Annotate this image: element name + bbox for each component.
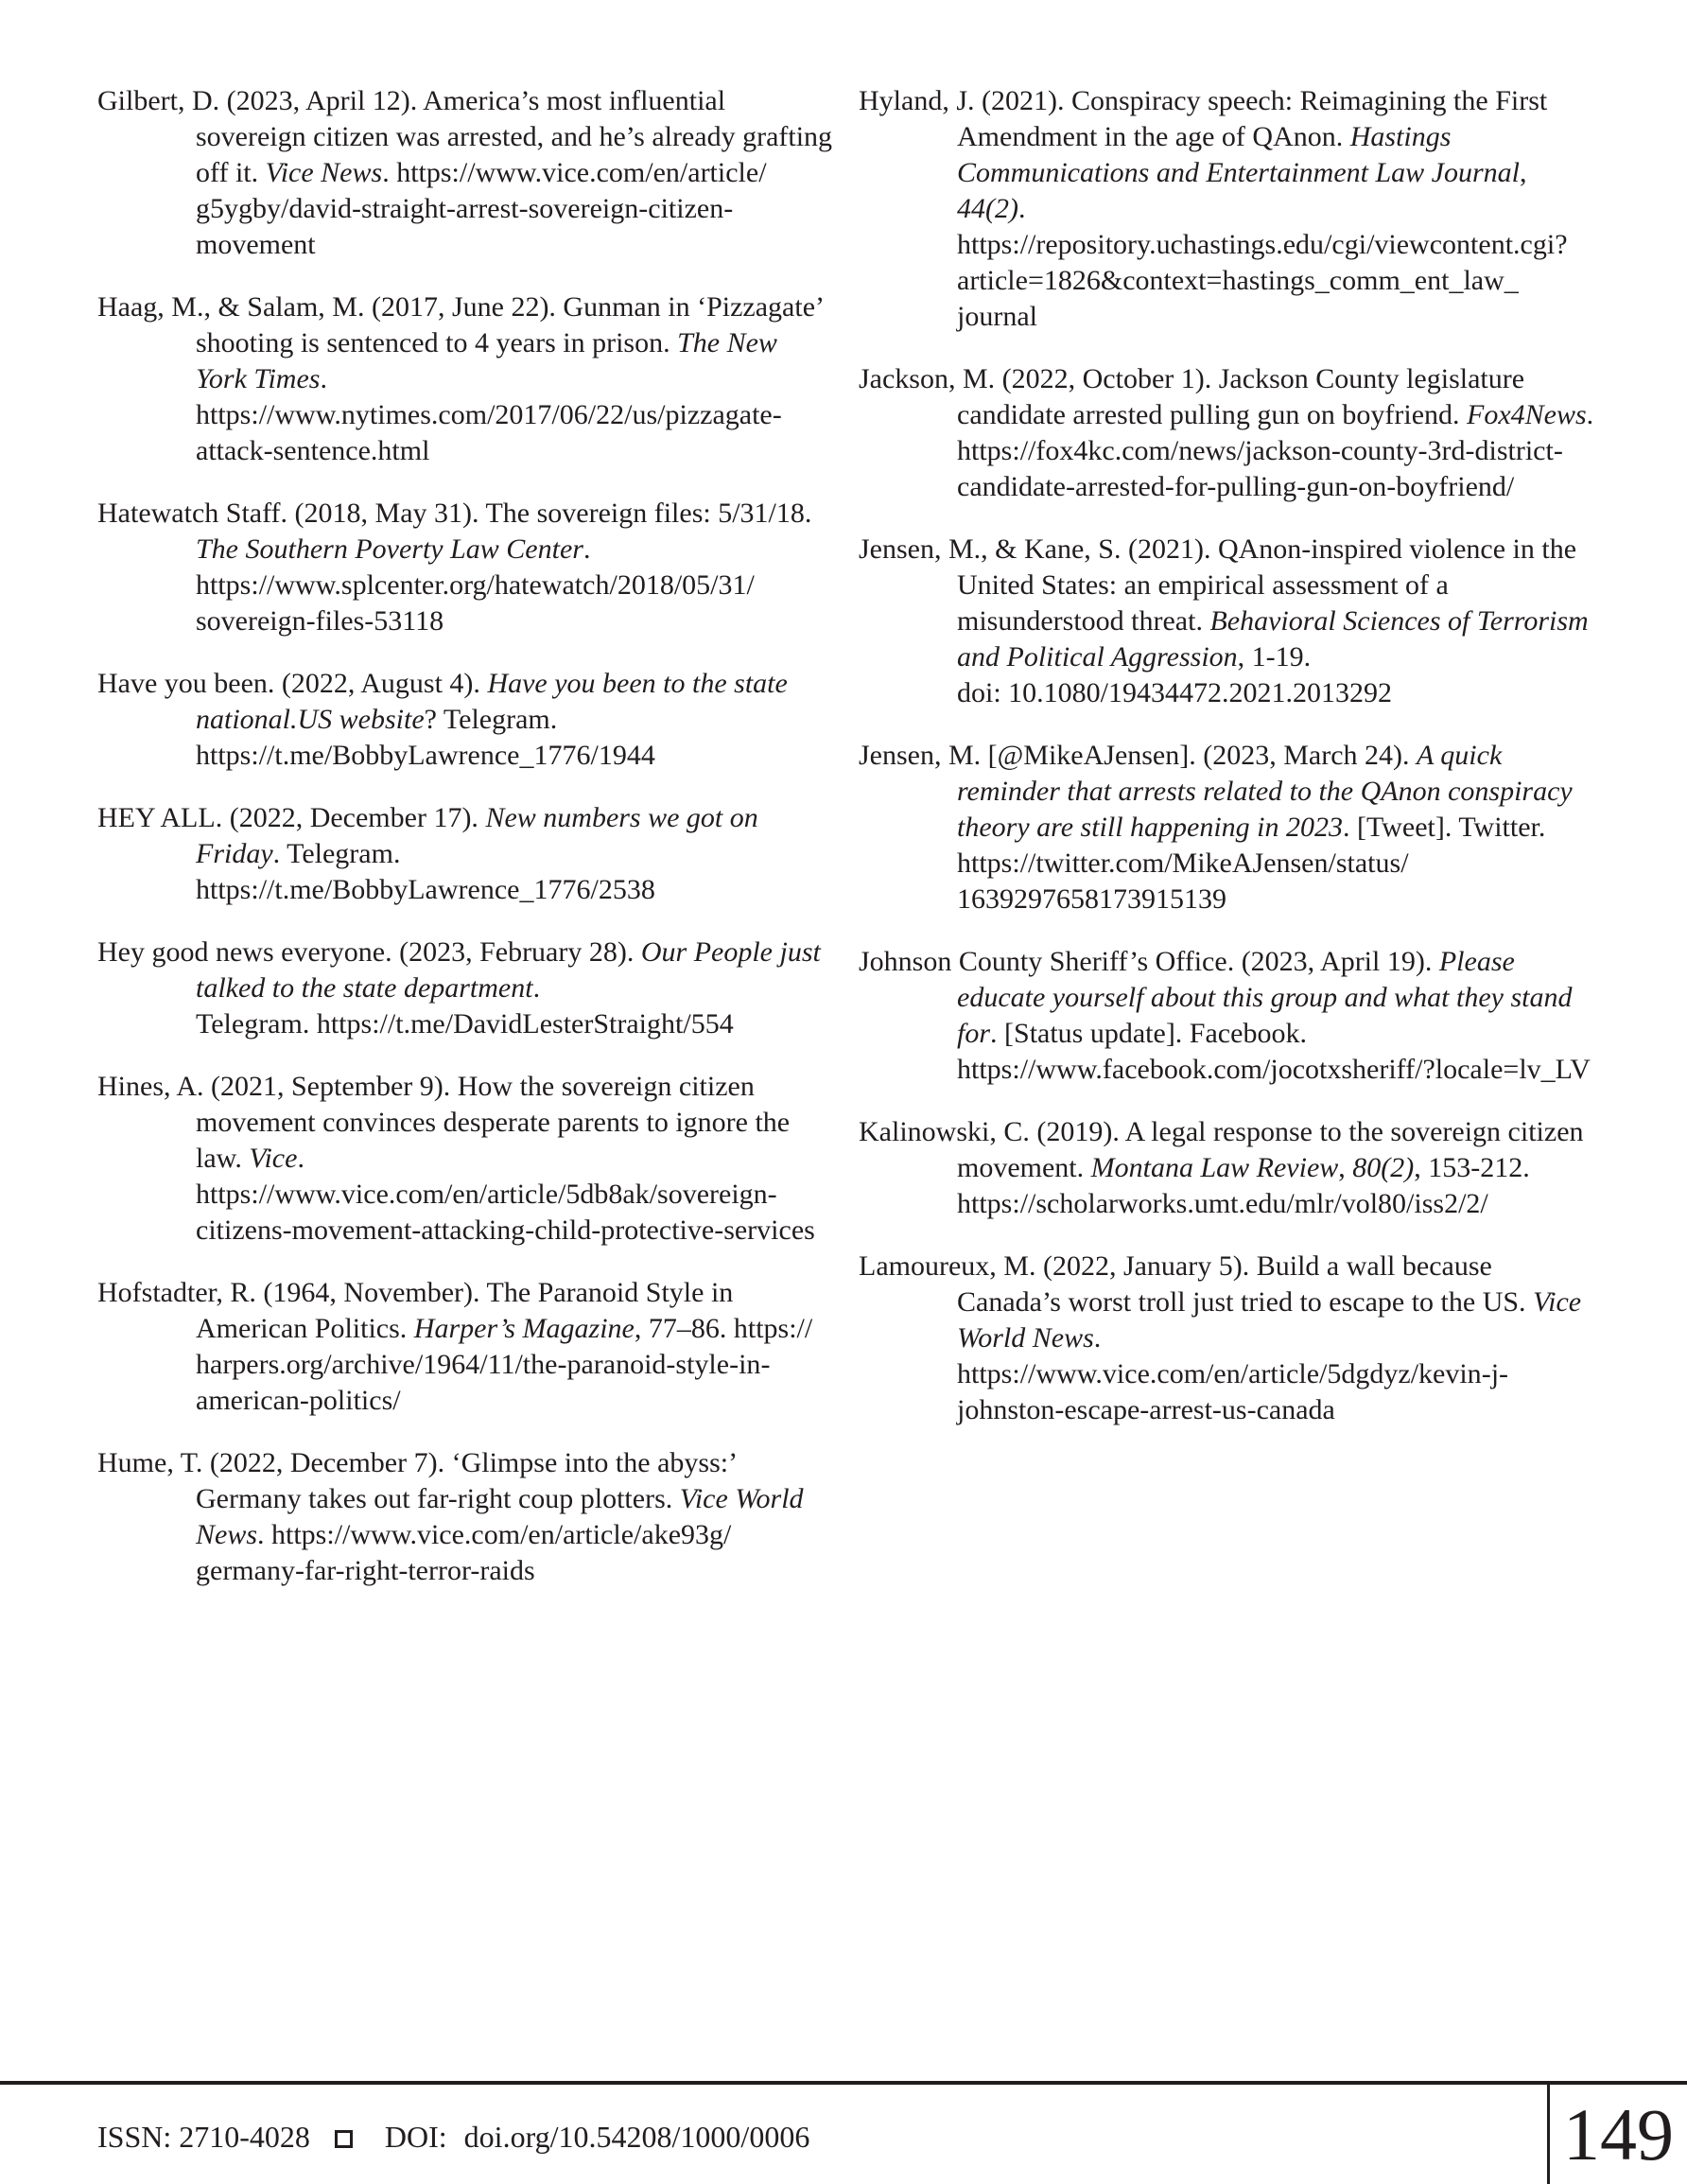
reference-url-link[interactable]: https://t.me/BobbyLawrence_1776/2538 (196, 874, 655, 905)
reference-url-link[interactable]: https://t.me/BobbyLawrence_1776/1944 (196, 740, 655, 771)
square-icon (335, 2130, 353, 2148)
reference-text: Hume, T. (2022, December 7). ‘Glimpse into the abyss:’ Germany takes out far-right coup plotters. (97, 1447, 736, 1514)
reference-text: . (583, 533, 591, 565)
reference-text: Hatewatch Staff. (2018, May 31). The sovereign files: 5/31/18. (97, 498, 812, 529)
reference-text: . (320, 363, 327, 394)
reference-entry (97, 1275, 833, 1419)
reference-url-link[interactable]: https://www.vice.com/en/article/5db8ak/sovereign-citizens-movement-attacking-child-protective-services (196, 1179, 815, 1246)
reference-text: Jensen, M. [@MikeAJensen]. (2023, March 24). (859, 740, 1417, 771)
reference-text: Hey good news everyone. (2023, February 28). (97, 936, 641, 968)
reference-italic-text: 80(2) (1352, 1152, 1415, 1183)
reference-italic-text: Have you been to the state national.US website (196, 668, 788, 735)
reference-entry (859, 83, 1594, 335)
reference-entry (97, 1069, 833, 1249)
reference-url-link[interactable]: https://www.splcenter.org/hatewatch/2018/05/31/sovereign-files-53118 (196, 569, 755, 637)
reference-italic-text: The New York Times (196, 327, 777, 394)
reference-url-link[interactable]: https://www.vice.com/en/article/g5ygby/david-straight-arrest-sovereign-citizen-movement (196, 157, 767, 260)
reference-entry (859, 532, 1594, 711)
reference-italic-text: Please educate yourself about this group and what they stand for (957, 946, 1573, 1049)
reference-entry (97, 496, 833, 639)
reference-text: . (1093, 1322, 1102, 1354)
reference-text: , 153-212. (1414, 1152, 1530, 1183)
reference-italic-text: Behavioral Sciences of Terrorism and Political Aggression (957, 605, 1589, 673)
footer-divider-rule (0, 2081, 1687, 2085)
reference-italic-text: A quick reminder that arrests related to the QAnon conspiracy theory are still happening in 2023 (957, 740, 1573, 843)
references-column-left (97, 83, 833, 1616)
reference-entry (97, 83, 833, 263)
reference-text: . (1586, 399, 1594, 430)
reference-url-link[interactable]: https://scholarworks.umt.edu/mlr/vol80/iss2/2/ (957, 1188, 1488, 1219)
reference-text: . [Tweet]. Twitter. (1343, 812, 1546, 843)
reference-text: , 1-19. (1237, 641, 1312, 673)
reference-entry (97, 800, 833, 908)
reference-entry (859, 1249, 1594, 1428)
reference-text: , 77–86. (634, 1313, 734, 1344)
reference-italic-text: Fox4News (1467, 399, 1587, 430)
reference-entry (97, 289, 833, 469)
reference-text: . (532, 972, 541, 1004)
reference-text: Jackson, M. (2022, October 1). Jackson County legislature candidate arrested pulling gun on boyfriend. (859, 363, 1525, 430)
reference-text: , (1520, 157, 1527, 188)
reference-text: doi: 10.1080/19434472.2021.2013292 (957, 677, 1393, 708)
reference-text: . (257, 1519, 272, 1550)
reference-url-link[interactable]: https://www.vice.com/en/article/5dgdyz/kevin-j-johnston-escape-arrest-us-canada (957, 1358, 1509, 1425)
reference-text: Hines, A. (2021, September 9). How the sovereign citizen movement convinces desperate parents to ignore the law. (97, 1071, 791, 1174)
references-column-right (859, 83, 1594, 1616)
reference-text: Haag, M., & Salam, M. (2017, June 22). Gunman in ‘Pizzagate’ shooting is sentenced to 4 years in prison. (97, 291, 823, 358)
reference-text: . [Status update]. Facebook. (990, 1018, 1307, 1049)
footer (97, 2122, 809, 2152)
reference-url-link[interactable]: https://www.vice.com/en/article/ake93g/germany-far-right-terror-raids (196, 1519, 732, 1586)
reference-entry (97, 935, 833, 1042)
reference-text: . (297, 1143, 304, 1174)
reference-italic-text: Hastings Communications and Entertainment Law Journal (957, 121, 1520, 188)
reference-text: Gilbert, D. (2023, April 12). America’s most influential sovereign citizen was arrested, and he’s already grafting off it. (97, 85, 833, 188)
reference-entry (859, 1114, 1594, 1222)
reference-url-link[interactable]: https://twitter.com/MikeAJensen/status/1639297658173915139 (957, 847, 1409, 915)
reference-italic-text: Vice News (265, 157, 383, 188)
reference-text: . (1017, 193, 1026, 224)
reference-url-link[interactable]: https://t.me/DavidLesterStraight/554 (316, 1008, 734, 1040)
reference-italic-text: The Southern Poverty Law Center (196, 533, 583, 565)
reference-italic-text: Our People just talked to the state department (196, 936, 821, 1004)
reference-italic-text: Vice (249, 1143, 298, 1174)
doi-label: DOI: (384, 2120, 447, 2154)
reference-text: , (1338, 1152, 1353, 1183)
reference-italic-text: Vice World News (957, 1286, 1582, 1354)
reference-text: Have you been. (2022, August 4). (97, 668, 488, 699)
reference-entry (97, 666, 833, 774)
issn-label: ISSN: 2710-4028 (97, 2120, 310, 2154)
reference-url-link[interactable]: https://harpers.org/archive/1964/11/the-paranoid-style-in-american-politics/ (196, 1313, 813, 1416)
reference-text: Hyland, J. (2021). Conspiracy speech: Reimagining the First Amendment in the age of QAnon. (859, 85, 1548, 152)
reference-italic-text: Harper’s Magazine (413, 1313, 635, 1344)
reference-entry (859, 944, 1594, 1088)
reference-italic-text: New numbers we got on Friday (196, 802, 758, 869)
reference-text: Kalinowski, C. (2019). A legal response to the sovereign citizen movement. (859, 1116, 1584, 1183)
reference-url-link[interactable]: https://fox4kc.com/news/jackson-county-3rd-district-candidate-arrested-for-pulling-gun-on-boyfriend/ (957, 435, 1563, 502)
reference-text: Jensen, M., & Kane, S. (2021). QAnon-inspired violence in the United States: an empirical assessment of a misunderstood threat. (859, 533, 1577, 637)
reference-url-link[interactable]: https://repository.uchastings.edu/cgi/viewcontent.cgi?article=1826&context=hastings_comm_ent_law_journal (957, 229, 1568, 332)
reference-url-link[interactable]: https://www.nytimes.com/2017/06/22/us/pizzagate-attack-sentence.html (196, 399, 782, 466)
reference-text: ? Telegram. (424, 704, 558, 735)
reference-text: Hofstadter, R. (1964, November). The Paranoid Style in American Politics. (97, 1277, 734, 1344)
page-number: 149 (1563, 2092, 1674, 2175)
reference-text: . (382, 157, 397, 188)
reference-text: HEY ALL. (2022, December 17). (97, 802, 486, 833)
reference-text: Johnson County Sheriff’s Office. (2023, April 19). (859, 946, 1439, 977)
reference-text: Telegram. (196, 1008, 317, 1040)
reference-text: Lamoureux, M. (2022, January 5). Build a wall because Canada’s worst troll just tried to escape to the US. (859, 1250, 1534, 1318)
reference-italic-text: 44(2) (957, 193, 1018, 224)
doi-value: doi.org/10.54208/1000/0006 (463, 2120, 810, 2154)
reference-text: . Telegram. (272, 838, 401, 869)
reference-entry (97, 1445, 833, 1589)
references-section (97, 83, 1594, 1616)
reference-italic-text: Vice World News (196, 1483, 804, 1550)
reference-italic-text: Montana Law Review (1090, 1152, 1339, 1183)
reference-entry (859, 361, 1594, 505)
reference-entry (859, 738, 1594, 917)
reference-url-link[interactable]: https://www.facebook.com/jocotxsheriff/?locale=lv_LV (957, 1054, 1591, 1085)
